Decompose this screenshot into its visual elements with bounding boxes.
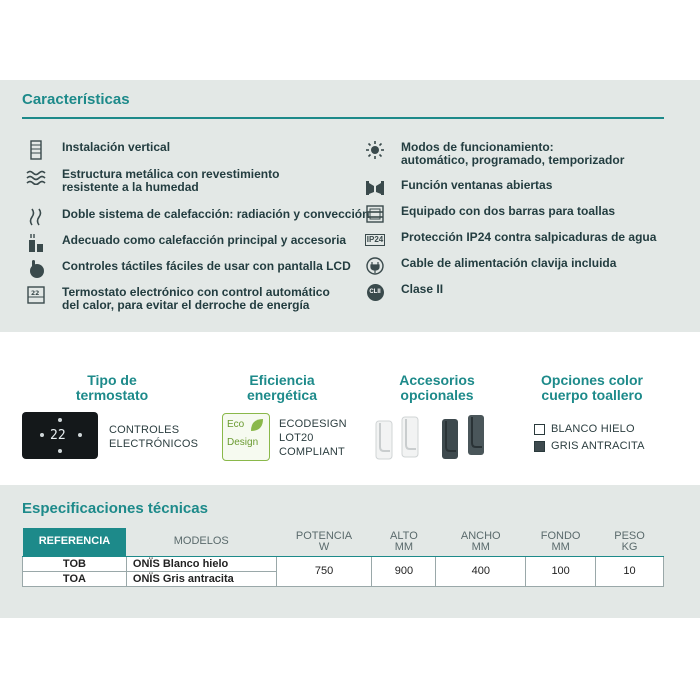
feature-label-line2: resistente a la humedad [62,180,199,194]
touch-finger-icon [26,260,46,278]
thermostat-button-left [40,433,44,437]
feature-ip24 [365,231,656,249]
title-line1: Eficiencia [249,372,315,388]
caracteristicas-title: Características [22,91,130,108]
towel-bars-icon [365,205,385,223]
specs-table [22,528,664,587]
feature-instalacion [26,141,170,159]
feature-cable [365,257,616,275]
cell-fondo: 100 [526,556,596,586]
title-line1: Accesorios [399,372,475,388]
eficiencia-label [279,417,347,459]
title-line2: energética [246,387,318,403]
feature-label-line1: Modos de funcionamiento: [401,140,554,154]
class-ii-icon-text: CLII [367,284,384,301]
heating-accessory-icon [26,234,46,252]
white-hook-1 [376,421,392,459]
header-line2: W [318,540,330,553]
class-ii-icon [365,283,385,301]
eco-design-badge [222,413,270,461]
feature-ventanas [365,179,552,197]
header-line1: ALTO [390,529,418,542]
feature-modos [365,141,624,167]
swatch-white [534,424,545,435]
col-modelos: MODELOS [126,528,276,556]
thermostat-button-top [58,418,62,422]
feature-label: Controles táctiles fáciles de usar con pantalla LCD [62,259,351,273]
swatch-anthracite [534,441,545,452]
header-line2: MM [471,540,490,553]
cell-ancho: 400 [436,556,526,586]
cell-alto: 900 [372,556,436,586]
ip24-icon [365,231,385,249]
title-line2: opcionales [400,387,474,403]
label-line3: COMPLIANT [279,446,345,458]
color-option-gris[interactable] [534,439,645,453]
feature-label: Equipado con dos barras para toallas [401,204,616,218]
feature-label-line2: automático, programado, temporizador [401,153,625,167]
col-alto [372,528,436,556]
thermostat-display: 22 [50,428,66,443]
header-line1: POTENCIA [295,529,353,542]
thermostat-display-icon [26,286,46,304]
especificaciones-title: Especificaciones técnicas [22,500,208,517]
accesorios-title [377,373,497,403]
color-option-label: BLANCO HIELO [551,423,635,435]
feature-barras [365,205,615,223]
feature-label: Protección IP24 contra salpicaduras de agua [401,230,657,244]
col-referencia: REFERENCIA [23,528,127,556]
col-fondo [526,528,596,556]
feature-label: Adecuado como calefacción principal y accesoria [62,233,347,247]
feature-label: Doble sistema de calefacción: radiación y convección [62,207,370,221]
col-peso [596,528,664,556]
feature-estructura [26,168,279,194]
accessory-hooks-image [374,413,492,463]
col-ancho [436,528,526,556]
vertical-radiator-icon [26,141,46,159]
title-line2: cuerpo toallero [541,387,643,403]
feature-label: Función ventanas abiertas [401,178,553,192]
feature-termostato [26,286,330,312]
label-line2: ELECTRÓNICOS [109,438,199,450]
ip24-icon-text: IP24 [366,235,384,244]
grey-hook-2 [468,415,484,455]
label-line2: LOT20 [279,432,314,444]
badge-line1: Eco [227,419,245,430]
caracteristicas-rule [22,117,664,119]
svg-text:22: 22 [31,290,40,297]
label-line1: ECODESIGN [279,418,347,430]
feature-clase [365,283,443,301]
sun-modes-icon [365,141,385,159]
termostato-label [109,423,198,451]
cell-ref: TOB [23,556,127,571]
cell-peso: 10 [596,556,664,586]
cell-modelo: ONÏS Gris antracita [126,571,276,586]
feature-label: Cable de alimentación clavija incluida [401,256,617,270]
tipo-termostato-title [52,373,172,403]
cell-modelo: ONÏS Blanco hielo [126,556,276,571]
feature-label: Clase II [401,282,444,296]
open-window-icon [365,179,385,197]
label-line1: CONTROLES [109,424,180,436]
color-options-title [522,373,662,403]
header-line1: PESO [614,529,645,542]
title-line1: Tipo de [87,372,137,388]
thermostat-image [22,412,98,459]
title-line1: Opciones color [541,372,643,388]
header-line2: MM [394,540,414,553]
color-option-label: GRIS ANTRACITA [551,440,645,452]
table-row [23,556,664,571]
col-potencia [276,528,372,556]
header-line2: MM [551,540,570,553]
header-line1: ANCHO [460,529,501,542]
cell-potencia: 750 [276,556,372,586]
feature-label-line1: Termostato electrónico con control automático [62,285,330,299]
power-plug-icon [365,257,385,275]
feature-controles [26,260,351,278]
feature-label-line1: Estructura metálica con revestimiento [62,167,280,181]
thermostat-button-bottom [58,449,62,453]
leaf-icon [249,417,265,433]
header-line2: KG [621,540,638,553]
header-line1: FONDO [540,529,581,542]
white-hook-2 [402,417,418,457]
cell-ref: TOA [23,571,127,586]
badge-line2: Design [227,437,259,448]
thermostat-button-right [78,433,82,437]
feature-label: Instalación vertical [62,140,171,154]
humidity-waves-icon [26,168,46,186]
heat-waves-icon [26,208,46,226]
feature-label-line2: del calor, para evitar el derroche de energía [62,298,310,312]
color-option-blanco[interactable] [534,422,635,436]
feature-doble-sistema [26,208,369,226]
feature-calefaccion [26,234,346,252]
title-line2: termostato [75,387,149,403]
eficiencia-title [222,373,342,403]
grey-hook-1 [442,419,458,459]
